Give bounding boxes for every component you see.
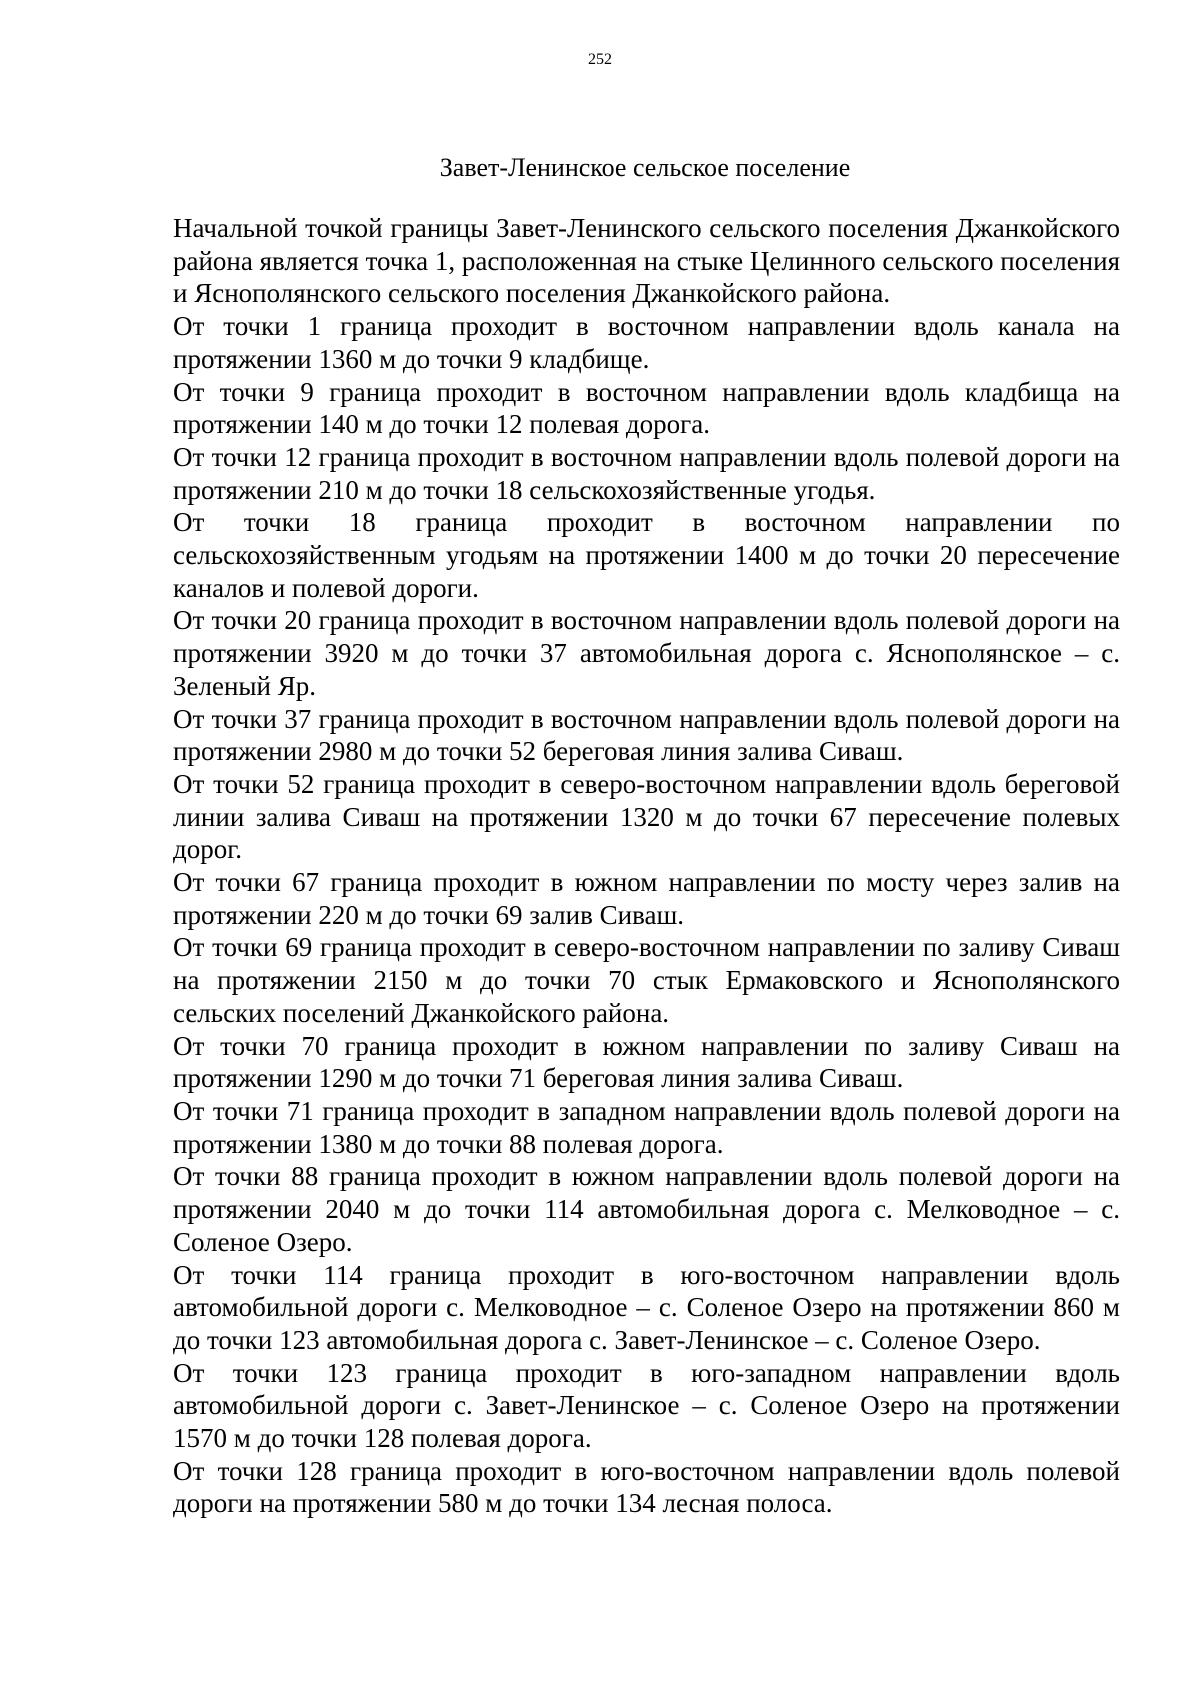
paragraph: От точки 12 граница проходит в восточном направлении вдоль полевой дороги на протяжении 210 м до точки 18 сельскохозяйственные угодья. (173, 441, 1120, 505)
paragraph: Начальной точкой границы Завет-Ленинского сельского поселения Джанкойского района является точка 1, расположенная на стыке Целинного сельского поселения и Яснополянского сельского поселения Джанкойского района. (173, 213, 1120, 309)
paragraph: От точки 37 граница проходит в восточном направлении вдоль полевой дороги на протяжении 2980 м до точки 52 береговая линия залива Сиваш. (173, 703, 1120, 767)
page-number: 252 (588, 51, 612, 68)
paragraph: От точки 71 граница проходит в западном направлении вдоль полевой дороги на протяжении 1380 м до точки 88 полевая дорога. (173, 1095, 1120, 1159)
paragraph: От точки 52 граница проходит в северо-восточном направлении вдоль береговой линии залива Сиваш на протяжении 1320 м до точки 67 пересечение полевых дорог. (173, 768, 1120, 865)
paragraph: От точки 114 граница проходит в юго-восточном направлении вдоль автомобильной дороги с. Мелководное – с. Соленое Озеро на протяжении 860 м до точки 123 автомобильная дорога с. Завет-Ленинское – с. Соленое Озеро. (173, 1259, 1120, 1355)
paragraph: От точки 20 граница проходит в восточном направлении вдоль полевой дороги на протяжении 3920 м до точки 37 автомобильная дорога с. Яснополянское – с. Зеленый Яр. (173, 605, 1120, 701)
document-body (173, 212, 1120, 1520)
paragraph: От точки 70 граница проходит в южном направлении по заливу Сиваш на протяжении 1290 м до точки 71 береговая линия залива Сиваш. (173, 1030, 1120, 1094)
paragraph: От точки 128 граница проходит в юго-восточном направлении вдоль полевой дороги на протяжении 580 м до точки 134 лесная полоса. (173, 1455, 1120, 1519)
page-title: Завет-Ленинское сельское поселение (439, 153, 851, 182)
paragraph: От точки 69 граница проходит в северо-восточном направлении по заливу Сиваш на протяжении 2150 м до точки 70 стык Ермаковского и Яснополянского сельских поселений Джанкойского района. (173, 932, 1120, 1028)
paragraph: От точки 88 граница проходит в южном направлении вдоль полевой дороги на протяжении 2040 м до точки 114 автомобильная дорога с. Мелководное – с. Соленое Озеро. (173, 1161, 1120, 1257)
paragraph: От точки 18 граница проходит в восточном направлении по сельскохозяйственным угодьям на протяжении 1400 м до точки 20 пересечение каналов и полевой дороги. (173, 507, 1120, 603)
paragraph: От точки 123 граница проходит в юго-западном направлении вдоль автомобильной дороги с. Завет-Ленинское – с. Соленое Озеро на протяжении 1570 м до точки 128 полевая дорога. (173, 1357, 1120, 1454)
paragraph: От точки 1 граница проходит в восточном направлении вдоль канала на протяжении 1360 м до точки 9 кладбище. (173, 311, 1120, 374)
paragraph: От точки 9 граница проходит в восточном направлении вдоль кладбища на протяжении 140 м до точки 12 полевая дорога. (173, 376, 1120, 440)
paragraph: От точки 67 граница проходит в южном направлении по мосту через залив на протяжении 220 м до точки 69 залив Сиваш. (173, 867, 1120, 930)
